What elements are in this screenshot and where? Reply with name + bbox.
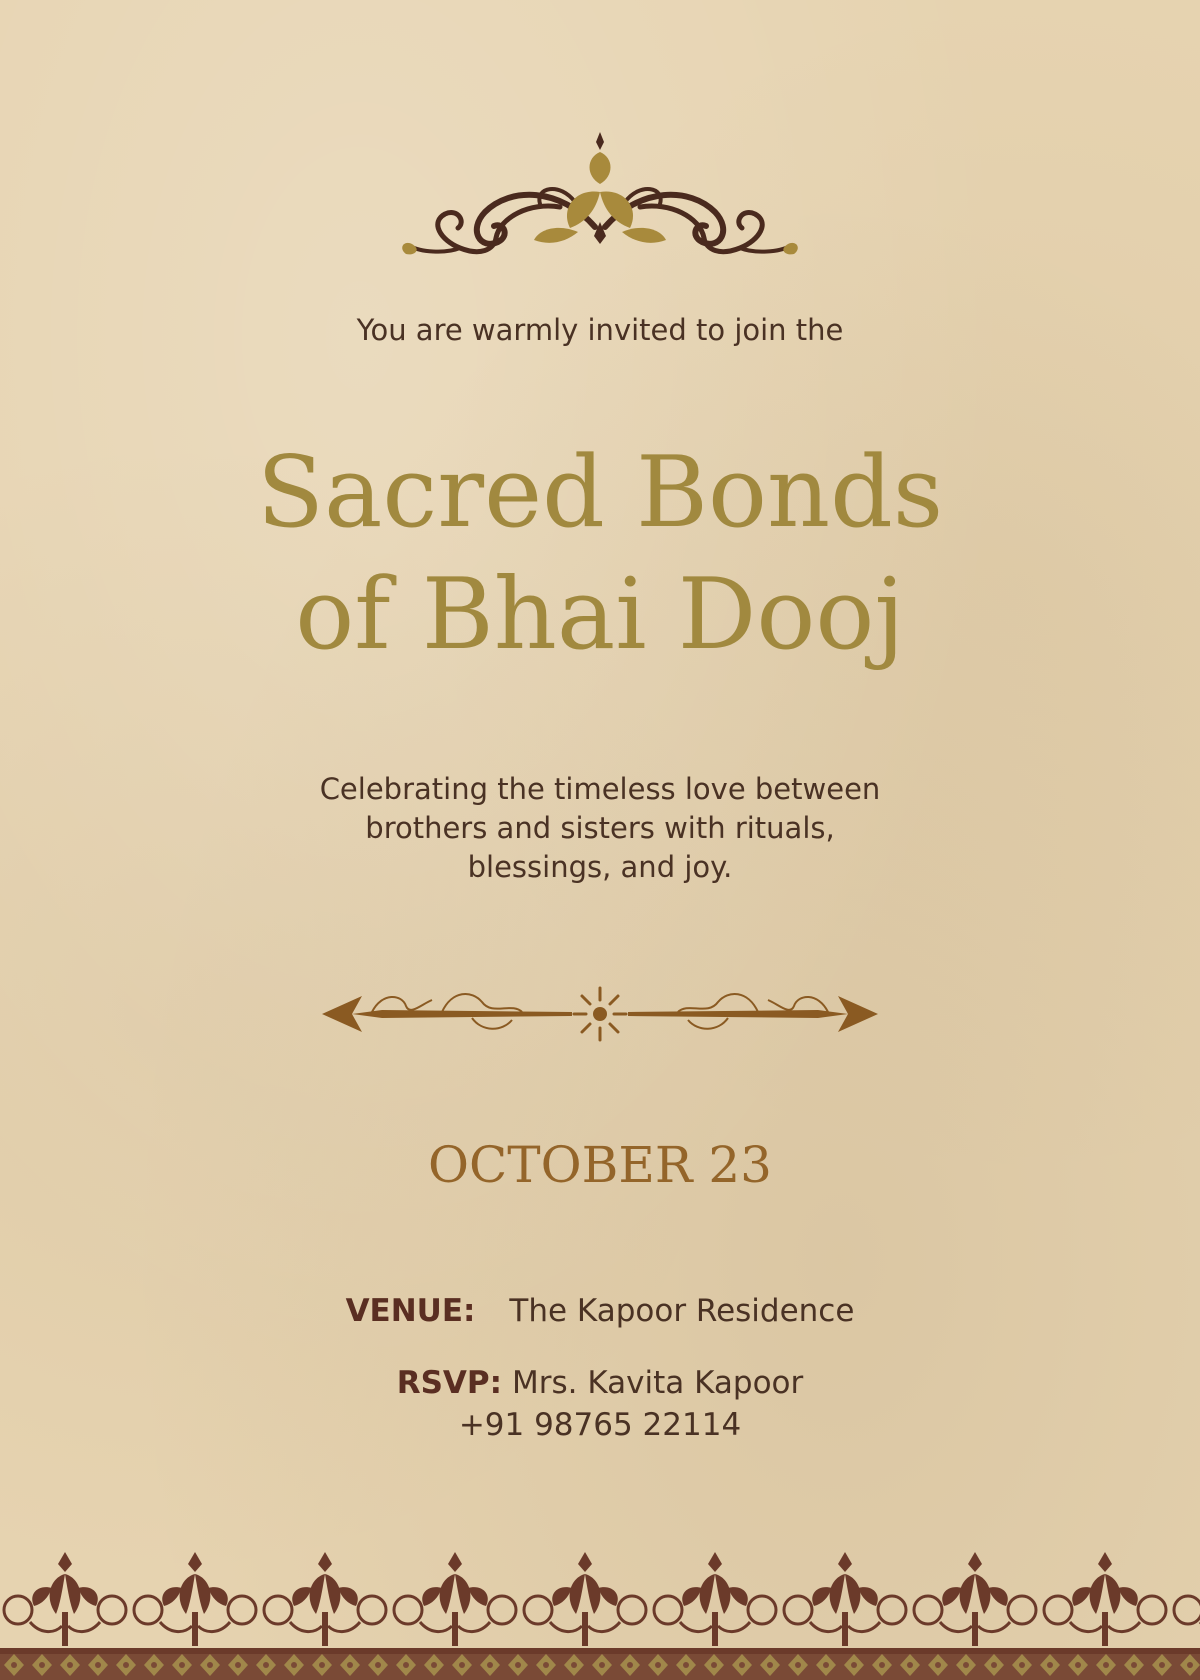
event-description: Celebrating the timeless love between brothers and sisters with rituals, blessings, and joy. bbox=[319, 772, 881, 884]
rsvp-name: Mrs. Kavita Kapoor bbox=[512, 1365, 804, 1401]
event-date: OCTOBER 23 bbox=[428, 1136, 772, 1194]
arrow-flourish-divider bbox=[322, 982, 878, 1046]
venue-value: The Kapoor Residence bbox=[509, 1293, 855, 1329]
event-title-line-1: Sacred Bonds bbox=[256, 436, 944, 550]
event-title-line-2: of Bhai Dooj bbox=[295, 558, 905, 672]
venue-label: VENUE: bbox=[345, 1293, 476, 1329]
rsvp-label: RSVP: bbox=[396, 1365, 503, 1401]
event-title bbox=[0, 432, 1200, 676]
venue-row bbox=[0, 1293, 1200, 1329]
floral-crest-ornament bbox=[400, 132, 800, 272]
rsvp-row bbox=[0, 1365, 1200, 1401]
rsvp-phone: +91 98765 22114 bbox=[458, 1407, 742, 1443]
intro-text: You are warmly invited to join the bbox=[356, 313, 844, 347]
damask-border-pattern bbox=[0, 1548, 1200, 1680]
